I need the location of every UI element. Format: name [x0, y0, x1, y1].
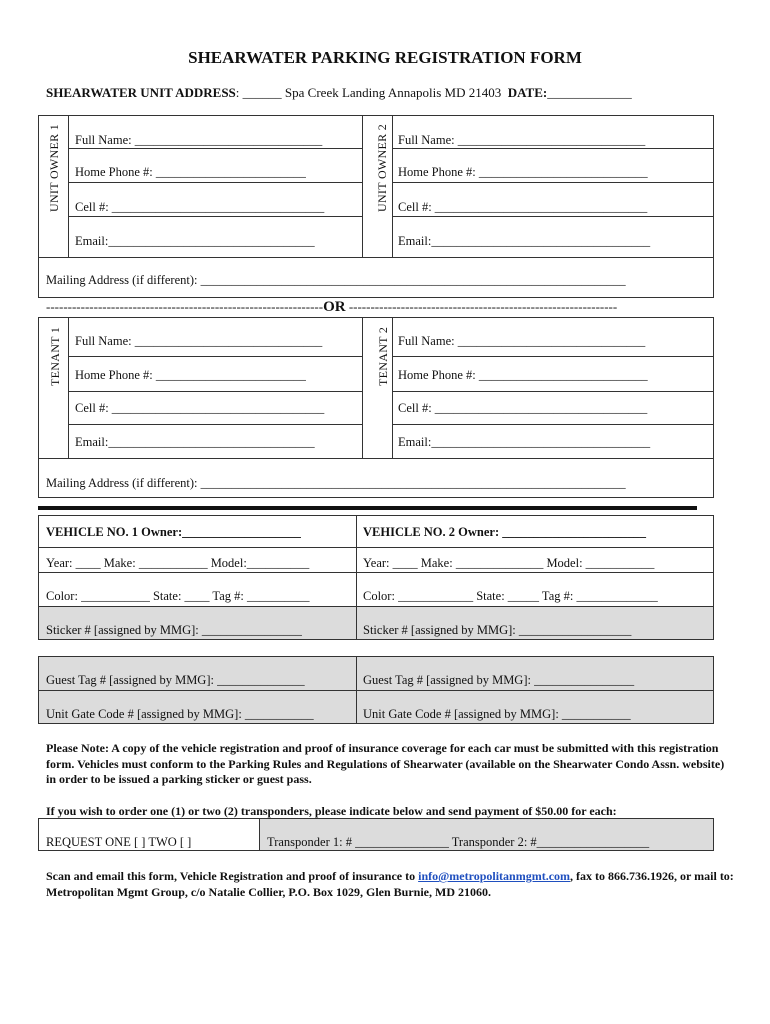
transponder-numbers-field[interactable]: Transponder 1: # _______________ Transponder 2: #__________________	[267, 835, 650, 849]
owner2-home-phone-field[interactable]: Home Phone #: ___________________________	[398, 165, 648, 179]
section-divider	[38, 506, 697, 510]
transponder-instruction: If you wish to order one (1) or two (2) transponders, please indicate below and send payment of $50.00 for each:	[46, 804, 617, 818]
owner-mailing-address-field[interactable]: Mailing Address (if different): ____________________________________________________________________	[46, 273, 626, 287]
tenant2-email-field[interactable]: Email:___________________________________	[398, 435, 651, 449]
vehicle-2-sticker: Sticker # [assigned by MMG]: __________________	[363, 623, 632, 637]
tenant-mailing-address-field[interactable]: Mailing Address (if different): ____________________________________________________________________	[46, 476, 626, 490]
vehicle-1-color-state-tag[interactable]: Color: ___________ State: ____ Tag #: __________	[46, 589, 310, 603]
unit-owner-1-label: UNIT OWNER 1	[47, 123, 61, 212]
gate-code-right: Unit Gate Code # [assigned by MMG]: ___________	[363, 707, 631, 721]
owner1-cell-field[interactable]: Cell #: __________________________________	[75, 200, 325, 214]
footer-instructions: Scan and email this form, Vehicle Registration and proof of insurance to info@metropolitanmgmt.com, fax to 866.736.1926, or mail to: Metropolitan Mgmt Group, c/o Natalie Collier, P.O. Box 1029, Glen Burnie, MD 21060.	[46, 869, 734, 899]
date-field[interactable]: _____________	[547, 85, 632, 100]
owner1-full-name-field[interactable]: Full Name: ______________________________	[75, 133, 323, 147]
tenant1-cell-field[interactable]: Cell #: __________________________________	[75, 401, 325, 415]
owner1-home-phone-field[interactable]: Home Phone #: ________________________	[75, 165, 306, 179]
tenant-2-label: TENANT 2	[376, 326, 390, 386]
or-word: OR	[323, 299, 346, 315]
vehicle-1-year-make-model[interactable]: Year: ____ Make: ___________ Model:__________	[46, 556, 310, 570]
unit-owner-2-label: UNIT OWNER 2	[375, 123, 389, 212]
tenant2-home-phone-field[interactable]: Home Phone #: ___________________________	[398, 368, 648, 382]
or-divider: ----------------------------------------------------------------OR --------------------------------------------------------------	[46, 299, 618, 315]
owner2-cell-field[interactable]: Cell #: __________________________________	[398, 200, 648, 214]
tenant2-full-name-field[interactable]: Full Name: ______________________________	[398, 334, 646, 348]
guest-tag-left: Guest Tag # [assigned by MMG]: ______________	[46, 673, 305, 687]
vehicle-2-color-state-tag[interactable]: Color: ____________ State: _____ Tag #: _____________	[363, 589, 658, 603]
tenant1-email-field[interactable]: Email:_________________________________	[75, 435, 315, 449]
unit-address-value: Spa Creek Landing Annapolis MD 21403	[284, 85, 502, 100]
vehicle-2-year-make-model[interactable]: Year: ____ Make: ______________ Model: ___________	[363, 556, 655, 570]
unit-address-label: SHEARWATER UNIT ADDRESS	[46, 85, 236, 100]
unit-address-blank[interactable]: : ______	[235, 85, 285, 100]
vehicle-1-header[interactable]: VEHICLE NO. 1 Owner:___________________	[46, 525, 301, 539]
vehicle-1-sticker: Sticker # [assigned by MMG]: ________________	[46, 623, 302, 637]
tenant1-full-name-field[interactable]: Full Name: ______________________________	[75, 334, 323, 348]
date-label: DATE:	[507, 85, 548, 100]
owner2-email-field[interactable]: Email:___________________________________	[398, 234, 651, 248]
please-note-paragraph: Please Note: A copy of the vehicle registration and proof of insurance coverage for each car must be submitted with this registration form. Vehicles must conform to the Parking Rules and Regulations of Shearwater (available on the Shearwater Condo Assn. website) in order to be issued a parking sticker or guest pass.	[46, 741, 725, 786]
request-transponder-field[interactable]: REQUEST ONE [ ] TWO [ ]	[46, 835, 192, 849]
tenant1-home-phone-field[interactable]: Home Phone #: ________________________	[75, 368, 306, 382]
owner2-full-name-field[interactable]: Full Name: ______________________________	[398, 133, 646, 147]
owner1-email-field[interactable]: Email:_________________________________	[75, 234, 315, 248]
tenant-1-label: TENANT 1	[48, 326, 62, 386]
page-title: SHEARWATER PARKING REGISTRATION FORM	[188, 48, 582, 67]
unit-address-line	[46, 85, 632, 101]
tenant2-cell-field[interactable]: Cell #: __________________________________	[398, 401, 648, 415]
email-link[interactable]: info@metropolitanmgmt.com	[418, 869, 571, 883]
guest-tag-right: Guest Tag # [assigned by MMG]: ________________	[363, 673, 635, 687]
gate-code-left: Unit Gate Code # [assigned by MMG]: ___________	[46, 707, 314, 721]
vehicle-2-header[interactable]: VEHICLE NO. 2 Owner: _______________________	[363, 525, 646, 539]
